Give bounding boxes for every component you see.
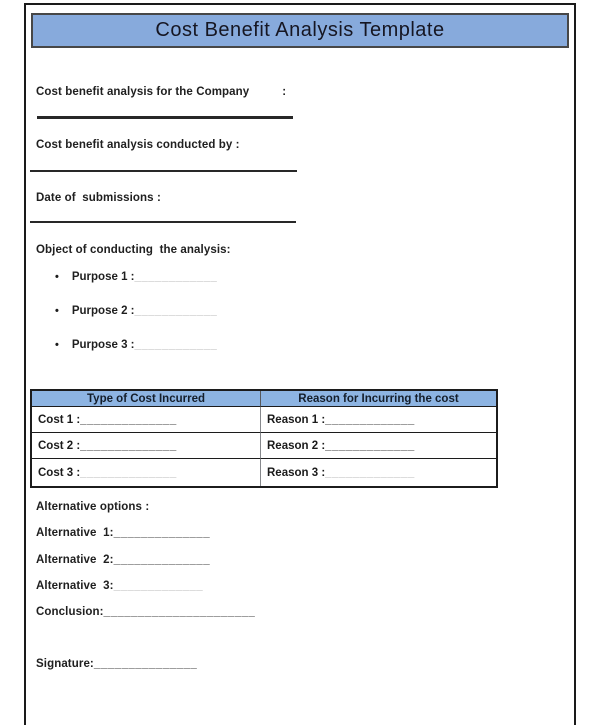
reason-1-cell: Reason 1 : _____________: [267, 413, 415, 426]
date-field-label: Date of submissions :: [36, 192, 161, 204]
purpose-1-item: [55, 271, 217, 283]
bullet-icon: •: [55, 305, 59, 317]
table-header-type-of-cost: Type of Cost Incurred: [32, 391, 261, 407]
alternative-3-label: Alternative 3:: [36, 580, 114, 592]
alternative-3-blank: _____________: [113, 580, 204, 592]
bullet-icon: •: [55, 339, 59, 351]
purpose-3-item: [55, 339, 217, 351]
alternative-2-label: Alternative 2:: [36, 554, 114, 566]
conclusion-row: [36, 606, 255, 618]
reason-2-blank: _____________: [325, 439, 415, 452]
cost-3-cell: Cost 3 : ______________: [32, 458, 261, 486]
title-banner: [31, 13, 569, 48]
purpose-2-item: [55, 305, 217, 317]
company-field-line: [37, 116, 293, 119]
purpose-1-blank: ____________: [134, 271, 218, 283]
reason-3-blank: _____________: [325, 466, 415, 479]
cost-1-blank: ______________: [80, 413, 177, 426]
cost-3-blank: ______________: [80, 466, 177, 479]
purpose-3-label: Purpose 3 :: [71, 339, 135, 351]
reason-3-cell: Reason 3 : _____________: [261, 458, 496, 486]
date-field-line: [30, 221, 296, 223]
conclusion-blank: ______________________: [103, 606, 256, 618]
purpose-2-blank: ____________: [134, 305, 218, 317]
alternative-1-label: Alternative 1:: [36, 527, 114, 539]
reason-1-blank: _____________: [325, 413, 415, 426]
objectives-heading: Object of conducting the analysis:: [36, 244, 231, 256]
company-field-label: Cost benefit analysis for the Company :: [36, 86, 287, 98]
cost-1-cell: Cost 1 : ______________: [32, 407, 261, 432]
cost-2-cell: Cost 2 : ______________: [32, 432, 261, 458]
cost-2-blank: ______________: [80, 439, 177, 452]
alternative-3-row: [36, 580, 203, 592]
page-title: Cost Benefit Analysis Template: [155, 19, 445, 41]
conclusion-label: Conclusion:: [36, 606, 104, 618]
purpose-1-label: Purpose 1 :: [71, 271, 135, 283]
signature-row: [36, 658, 197, 670]
table-header-reason: Reason for Incurring the cost: [261, 391, 496, 407]
alternative-1-row: [36, 527, 210, 539]
signature-blank: _______________: [93, 658, 198, 670]
alternatives-heading: Alternative options :: [36, 501, 150, 513]
conducted-by-field-label: Cost benefit analysis conducted by :: [36, 139, 240, 151]
purpose-3-blank: ____________: [134, 339, 218, 351]
alternative-2-blank: ______________: [113, 554, 211, 566]
conducted-by-field-line: [30, 170, 297, 172]
purpose-2-label: Purpose 2 :: [71, 305, 135, 317]
alternative-2-row: [36, 554, 210, 566]
cost-table: [30, 389, 498, 488]
bullet-icon: •: [55, 271, 59, 283]
reason-2-cell: Reason 2 : _____________: [261, 432, 496, 458]
signature-label: Signature:: [36, 658, 94, 670]
alternative-1-blank: ______________: [113, 527, 211, 539]
